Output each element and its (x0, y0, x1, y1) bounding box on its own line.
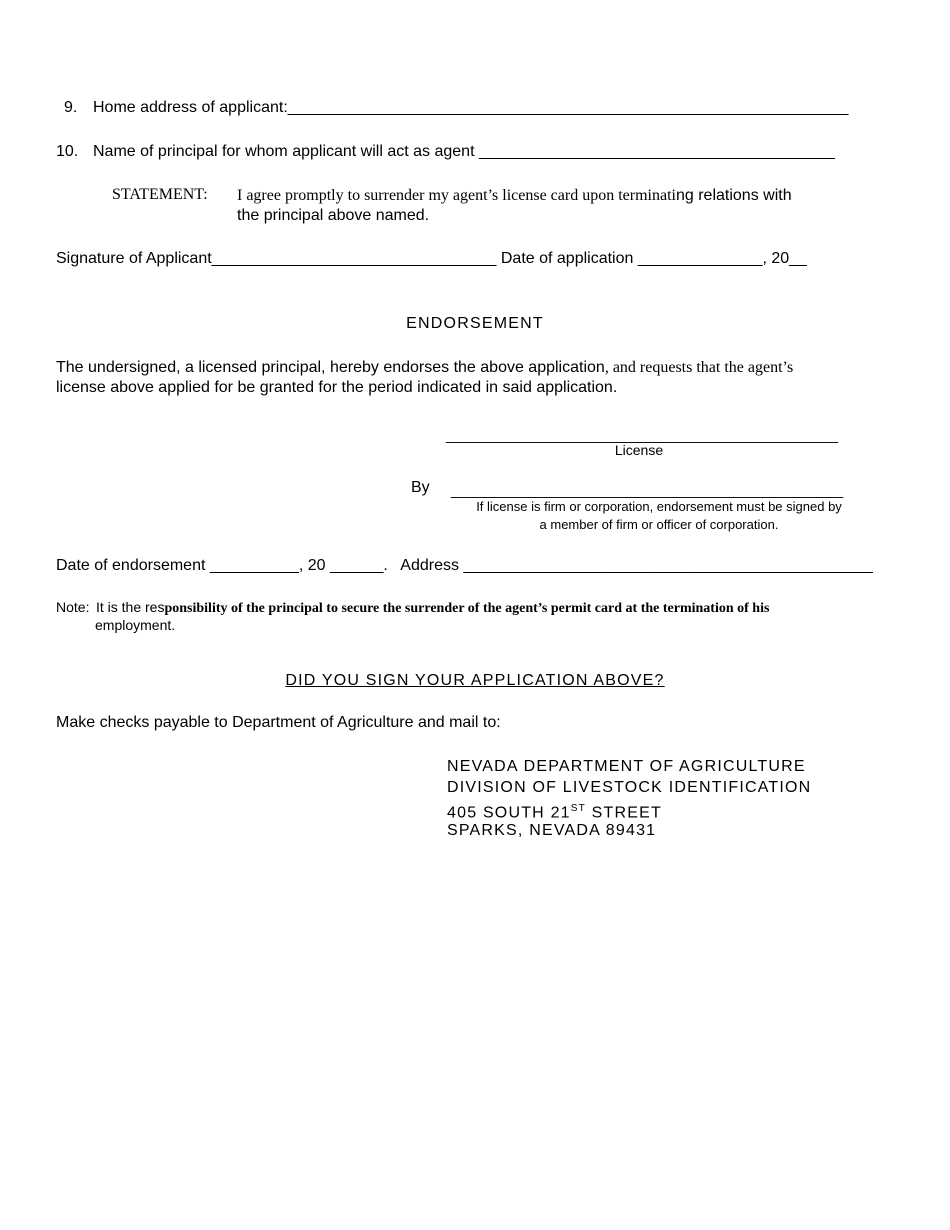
endorsement-date-field[interactable]: __________ (209, 557, 299, 574)
item-9-number: 9. (64, 99, 78, 116)
mailing-address-line-2: DIVISION OF LIVESTOCK IDENTIFICATION (447, 779, 812, 796)
home-address-label: Home address of applicant: (93, 99, 288, 116)
note-text-bold: ponsibility of the principal to secure the surrender of the agent’s permit card at the termination of his (164, 601, 770, 616)
signature-label: Signature of Applicant (56, 250, 212, 267)
mailing-address-line-1: NEVADA DEPARTMENT OF AGRICULTURE (447, 758, 806, 775)
statement-label: STATEMENT: (112, 186, 208, 203)
address-field[interactable]: ______________________________________________ (463, 557, 873, 574)
endorsement-text-sans: The undersigned, a licensed principal, hereby endorses the above application (56, 359, 605, 376)
street-ordinal-suffix: ST (570, 803, 586, 814)
signature-field[interactable]: ________________________________ (211, 250, 497, 267)
address-label: Address (400, 557, 459, 574)
license-field[interactable]: _______________________________________________ (446, 427, 839, 444)
endorsement-text-line-2: license above applied for be granted for the period indicated in said application. (56, 379, 618, 396)
license-label: License (614, 442, 664, 458)
sign-reminder-heading: DID YOU SIGN YOUR APPLICATION ABOVE? (285, 672, 665, 689)
by-signature-field[interactable]: _______________________________________________ (451, 482, 844, 499)
application-date-label: Date of application (500, 250, 634, 267)
by-note-line-1: If license is firm or corporation, endorsement must be signed by (476, 499, 842, 514)
endorsement-year-field[interactable]: ______. (330, 557, 388, 574)
item-10-number: 10. (56, 143, 79, 160)
signature-row (56, 249, 807, 269)
item-9-row (93, 98, 848, 118)
checks-payable-text: Make checks payable to Department of Agriculture and mail to: (56, 714, 501, 731)
statement-text-serif: I agree promptly to surrender my agent’s license card upon terminati (237, 187, 676, 204)
by-label: By (411, 479, 430, 496)
by-note-line-2: a member of firm or officer of corporation. (539, 517, 779, 532)
note-text-plain: It is the res (96, 599, 165, 615)
home-address-field[interactable]: _______________________________________________________________ (287, 99, 849, 116)
mailing-address-line-3 (447, 799, 662, 823)
statement-line-1 (237, 185, 792, 206)
item-10-row (93, 142, 835, 162)
note-label: Note: (56, 599, 90, 615)
note-line-1 (96, 598, 769, 618)
statement-line-2: the principal above named. (237, 207, 430, 224)
principal-name-label: Name of principal for whom applicant will act as agent (93, 143, 475, 160)
principal-name-field[interactable]: ________________________________________ (478, 143, 835, 160)
street-number: 405 SOUTH 21 (447, 804, 571, 822)
endorsement-year-label: , 20 (298, 557, 326, 574)
application-year-field[interactable]: , 20__ (762, 250, 807, 267)
statement-text-sans: ng relations with (675, 187, 792, 204)
mailing-address-line-4: SPARKS, NEVADA 89431 (447, 822, 657, 839)
endorsement-text-serif: , and requests that the agent’s (604, 359, 794, 376)
endorsement-date-label: Date of endorsement (56, 557, 206, 574)
endorsement-heading: ENDORSEMENT (406, 315, 544, 332)
street-name: STREET (585, 804, 662, 822)
note-line-2: employment. (95, 617, 176, 633)
application-date-field[interactable]: ______________ (637, 250, 763, 267)
endorsement-date-row (56, 556, 873, 576)
endorsement-text-line-1 (56, 357, 793, 378)
